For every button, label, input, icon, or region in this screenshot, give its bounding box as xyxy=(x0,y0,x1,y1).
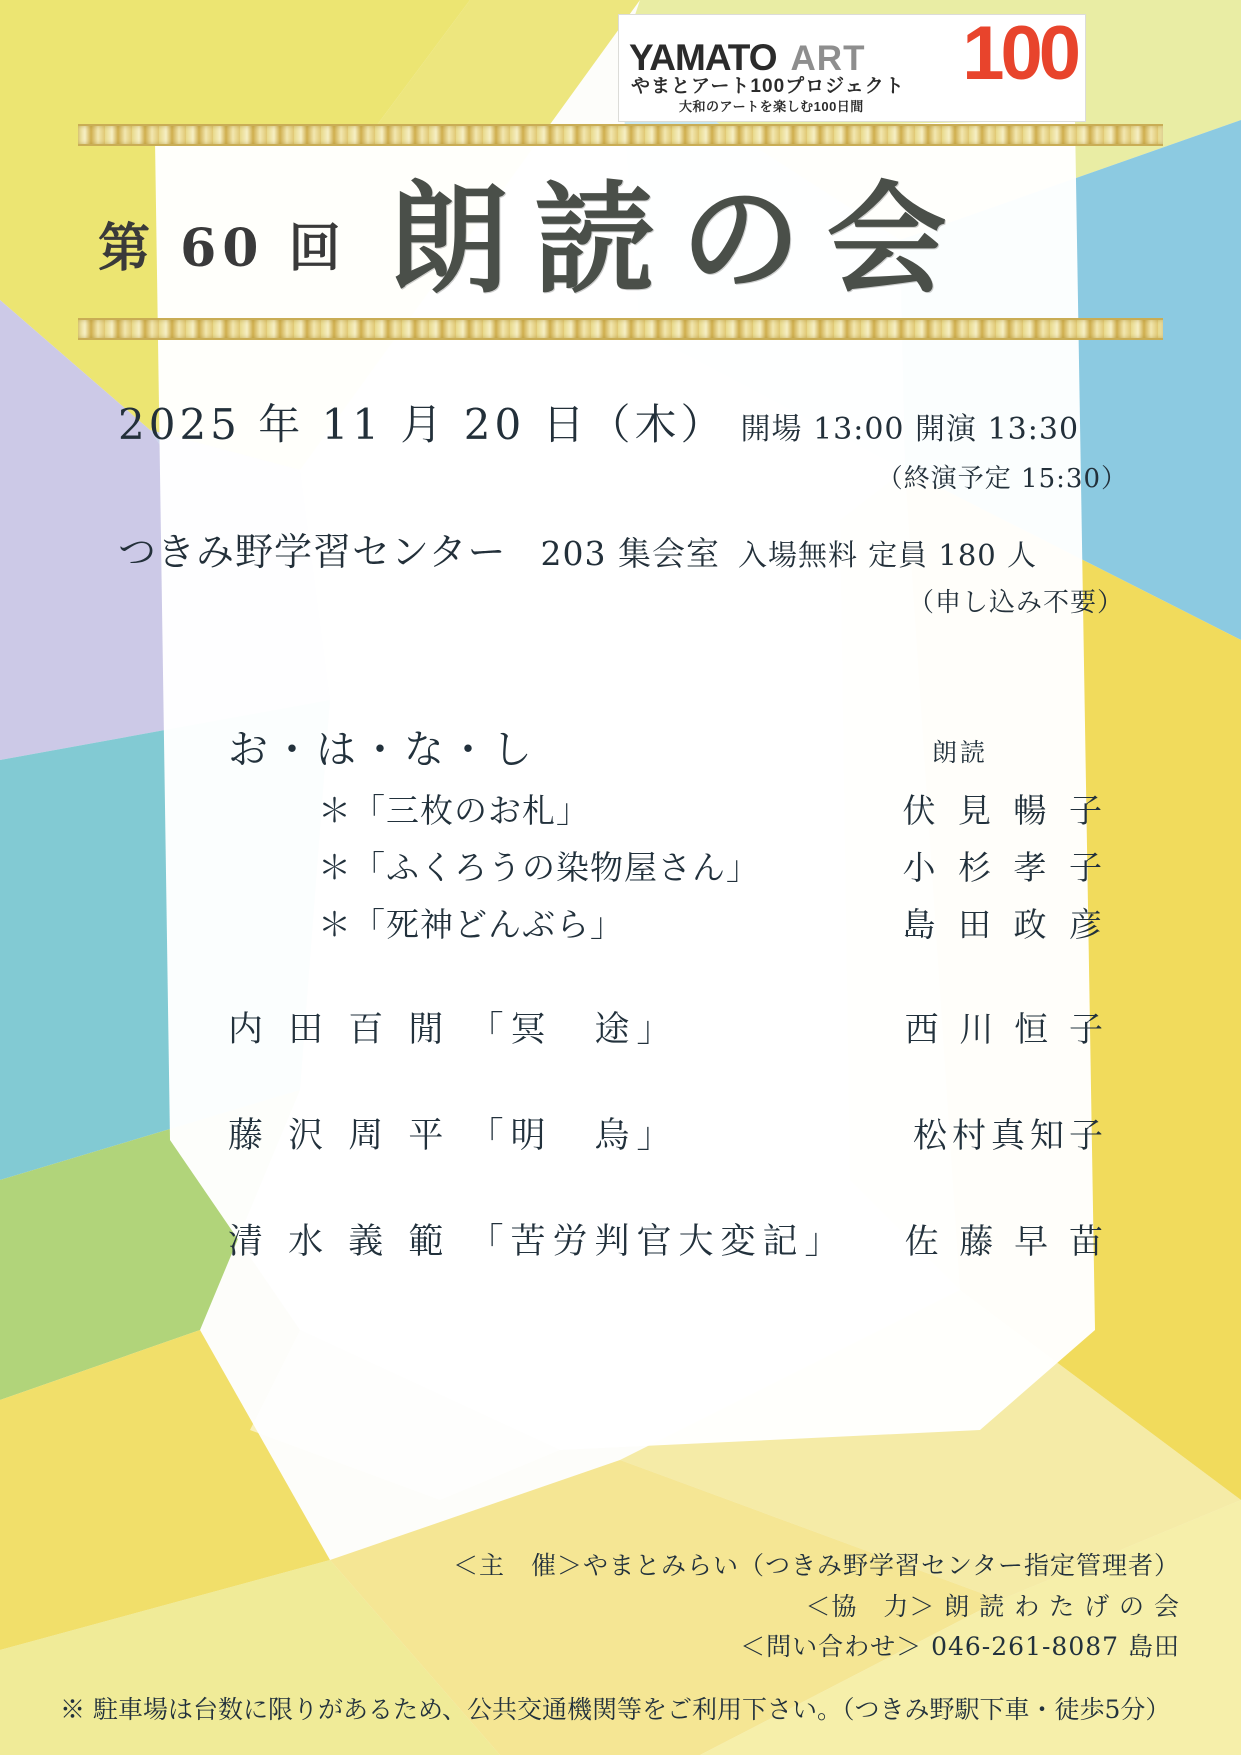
edition-number: 第 60 回 xyxy=(98,217,347,279)
work-title: 内 田 百 閒 「冥 途」 xyxy=(228,1010,679,1050)
organizer-line: ＜主 催＞やまとみらい（つきみ野学習センター指定管理者） xyxy=(452,1551,1180,1580)
list-item xyxy=(228,899,1108,946)
footer xyxy=(60,1546,1180,1726)
work-reader: 西 川 恒 子 xyxy=(904,1010,1108,1050)
list-item xyxy=(228,1108,1108,1158)
event-info xyxy=(118,392,1128,619)
reader-column-label: 朗読 xyxy=(931,738,988,767)
cooperation-line: ＜協 力＞ 朗 読 わ た げ の 会 xyxy=(805,1591,1180,1621)
logo-subtitle-2: 大和のアートを楽しむ100日間 xyxy=(679,99,864,115)
story-title: ＊「ふくろうの染物屋さん」 xyxy=(318,848,760,887)
contact-line: ＜問い合わせ＞ 046-261-8087 島田 xyxy=(740,1632,1180,1661)
list-item xyxy=(228,785,1108,832)
gold-rule-top xyxy=(78,124,1163,146)
work-reader: 佐 藤 早 苗 xyxy=(904,1222,1108,1262)
story-reader: 小 杉 孝 子 xyxy=(902,848,1108,887)
work-title: 清 水 義 範 「苦労判官大変記」 xyxy=(228,1222,847,1262)
work-title: 藤 沢 周 平 「明 烏」 xyxy=(228,1116,679,1156)
program-list xyxy=(228,718,1108,1264)
logo-art-text: ART xyxy=(790,38,866,78)
venue-name: つきみ野学習センター xyxy=(118,530,507,574)
event-date: 2025 年 11 月 20 日（木） xyxy=(118,400,727,449)
story-title: ＊「三枚のお札」 xyxy=(318,791,590,830)
work-reader: 松村真知子 xyxy=(913,1116,1108,1156)
end-time-note: （終演予定 15:30） xyxy=(876,464,1128,494)
yamato-art-100-logo xyxy=(618,10,1086,122)
page-title: 朗読の会 xyxy=(388,169,973,310)
event-times: 開場 13:00 開演 13:30 xyxy=(740,412,1080,447)
story-reader: 伏 見 暢 子 xyxy=(902,791,1108,830)
parking-note: ※ 駐車場は台数に限りがあるため、公共交通機関等をご利用下さい。（つきみ野駅下車・徒歩5分） xyxy=(60,1694,1171,1724)
list-item xyxy=(228,1002,1108,1052)
story-title: ＊「死神どんぶら」 xyxy=(318,905,624,944)
date-line xyxy=(118,392,1128,452)
logo-yamato-text: YAMATO xyxy=(629,36,777,78)
list-item xyxy=(228,1214,1108,1264)
title-block xyxy=(78,150,1163,310)
logo-subtitle-1: やまとアート100プロジェクト xyxy=(631,75,905,97)
story-reader: 島 田 政 彦 xyxy=(902,905,1108,944)
stories-section-label: お・は・な・し xyxy=(228,727,536,773)
venue-room: 203 集会室 xyxy=(540,534,720,573)
admission-info: 入場無料 定員 180 人 xyxy=(737,538,1037,572)
program-header xyxy=(228,718,1108,775)
list-item xyxy=(228,842,1108,889)
gold-rule-bottom xyxy=(78,318,1163,340)
venue-line xyxy=(118,521,1128,576)
application-note: （申し込み不要） xyxy=(907,588,1124,618)
logo-100-text: 100 xyxy=(962,10,1077,96)
